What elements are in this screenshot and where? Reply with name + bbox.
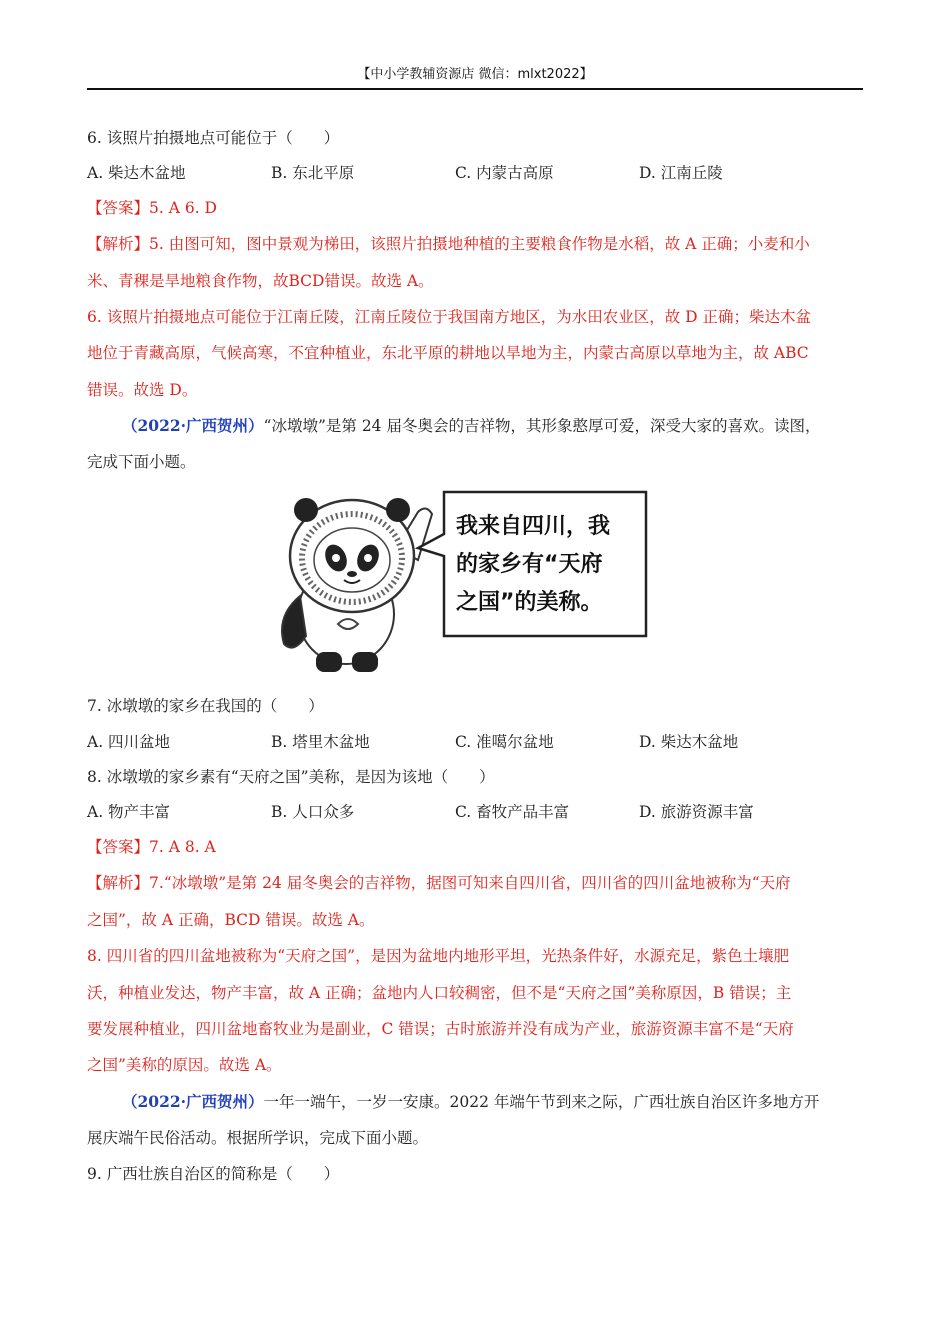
intro-2-line1 (122, 415, 820, 437)
intro-3-source: （2022·广西贺州） (122, 1092, 264, 1111)
question-8-stem: 8. 冰墩墩的家乡素有“天府之国”美称，是因为该地（ ） (87, 768, 495, 786)
q6-option-d: D. 江南丘陵 (639, 164, 723, 182)
page-header: 【中小学教辅资源店 微信：mlxt2022】 (87, 64, 863, 90)
bubble-line-2: 的家乡有“天府 (456, 552, 603, 577)
bing-dwen-dwen-figure (268, 486, 652, 678)
intro-3-text: 一年一端午，一岁一安康。2022 年端午节到来之际，广西壮族自治区许多地方开 (263, 1093, 820, 1111)
q8-option-b: B. 人口众多 (271, 803, 355, 821)
q7-option-c: C. 准噶尔盆地 (455, 733, 554, 751)
question-6-stem: 6. 该照片拍摄地点可能位于（ ） (87, 129, 340, 147)
question-7-stem: 7. 冰墩墩的家乡在我国的（ ） (87, 697, 324, 715)
q6-option-a: A. 柴达木盆地 (87, 164, 186, 182)
intro-2-text: “冰墩墩”是第 24 届冬奥会的吉祥物，其形象憨厚可爱，深受大家的喜欢。读图， (263, 417, 821, 435)
intro-3-line2: 展庆端午民俗活动。根据所学识，完成下面小题。 (87, 1129, 429, 1147)
q6-option-b: B. 东北平原 (271, 164, 355, 182)
speech-bubble-text (456, 508, 642, 622)
q8-option-c: C. 畜牧产品丰富 (455, 803, 570, 821)
intro-2-source: （2022·广西贺州） (122, 416, 264, 435)
question-9-stem: 9. 广西壮族自治区的简称是（ ） (87, 1165, 340, 1183)
q8-option-a: A. 物产丰富 (87, 803, 171, 821)
q7-option-a: A. 四川盆地 (87, 733, 171, 751)
explanation-6-line2: 地位于青藏高原，气候高寒，不宜种植业，东北平原的耕地以旱地为主，内蒙古高原以草地为主，故 ABC (87, 344, 809, 362)
q6-option-c: C. 内蒙古高原 (455, 164, 554, 182)
explanation-7-line2: 之国”，故 A 正确，BCD 错误。故选 A。 (87, 911, 375, 929)
q7-option-b: B. 塔里木盆地 (271, 733, 370, 751)
bubble-line-1: 我来自四川，我 (456, 514, 611, 539)
explanation-8-line3: 要发展种植业，四川盆地畜牧业为是副业，C 错误；古时旅游并没有成为产业，旅游资源丰富不是“天府 (87, 1020, 794, 1038)
intro-3-line1 (122, 1091, 819, 1113)
bubble-line-3: 之国”的美称。 (456, 590, 603, 615)
explanation-8-line4: 之国”美称的原因。故选 A。 (87, 1056, 282, 1074)
q8-option-d: D. 旅游资源丰富 (639, 803, 754, 821)
explanation-5-line1: 【解析】5. 由图可知，图中景观为梯田，该照片拍摄地种植的主要粮食作物是水稻，故 A 正确；小麦和小 (87, 235, 810, 253)
explanation-6-line3: 错误。故选 D。 (87, 381, 198, 399)
q7-option-d: D. 柴达木盆地 (639, 733, 739, 751)
explanation-8-line1: 8. 四川省的四川盆地被称为“天府之国”，是因为盆地内地形平坦，光热条件好，水源充足，紫色土壤肥 (87, 947, 790, 965)
intro-2-line2: 完成下面小题。 (87, 453, 196, 471)
explanation-6-line1: 6. 该照片拍摄地点可能位于江南丘陵，江南丘陵位于我国南方地区，为水田农业区，故 D 正确；柴达木盆 (87, 308, 812, 326)
explanation-7-line1: 【解析】7.“冰墩墩”是第 24 届冬奥会的吉祥物，据图可知来自四川省，四川省的四川盆地被称为“天府 (87, 874, 791, 892)
explanation-5-line2: 米、青稞是旱地粮食作物，故BCD错误。故选 A。 (87, 272, 434, 290)
explanation-8-line2: 沃，种植业发达，物产丰富，故 A 正确；盆地内人口较稠密，但不是“天府之国”美称原因，B 错误；主 (87, 984, 792, 1002)
answer-5-6: 【答案】5. A 6. D (87, 199, 217, 217)
answer-7-8: 【答案】7. A 8. A (87, 838, 216, 856)
